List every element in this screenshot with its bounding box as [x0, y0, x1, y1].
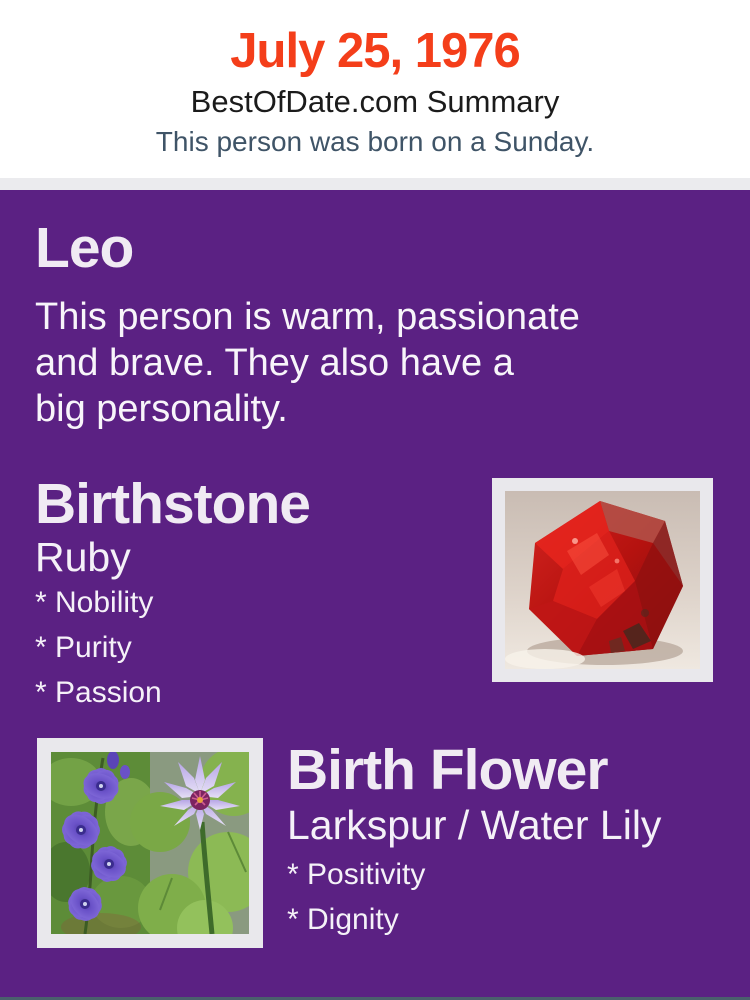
birth-flower-trait-2: * Dignity	[287, 903, 399, 936]
ruby-photo-frame	[492, 478, 713, 682]
zodiac-description-line-3: big personality.	[35, 388, 288, 430]
birth-flower-trait-1: * Positivity	[287, 858, 426, 891]
zodiac-description-line-1: This person is warm, passionate	[35, 296, 580, 338]
birthstone-trait-2: * Purity	[35, 631, 132, 664]
zodiac-description-line-2: and brave. They also have a	[35, 342, 514, 384]
photo-glow	[505, 649, 585, 669]
born-on-weekday-text: This person was born on a Sunday.	[155, 126, 595, 157]
larkspur-and-water-lily-photo	[51, 752, 249, 934]
birth-flower-name: Larkspur / Water Lily	[287, 802, 662, 848]
birthstone-trait-1: * Nobility	[35, 586, 154, 619]
ruby-gemstone-photo	[505, 491, 700, 669]
birth-flower-photo-frame	[37, 738, 263, 948]
birthstone-name: Ruby	[35, 534, 131, 580]
summary-body	[0, 190, 750, 1000]
birthstone-trait-3: * Passion	[35, 676, 162, 709]
zodiac-sign-title: Leo	[35, 216, 134, 280]
header	[0, 0, 750, 178]
birthstone-title: Birthstone	[35, 472, 310, 536]
page-title-date: July 25, 1976	[230, 24, 520, 78]
header-divider	[0, 178, 750, 190]
site-summary-subtitle: BestOfDate.com Summary	[190, 84, 560, 119]
birth-flower-title: Birth Flower	[287, 738, 608, 802]
